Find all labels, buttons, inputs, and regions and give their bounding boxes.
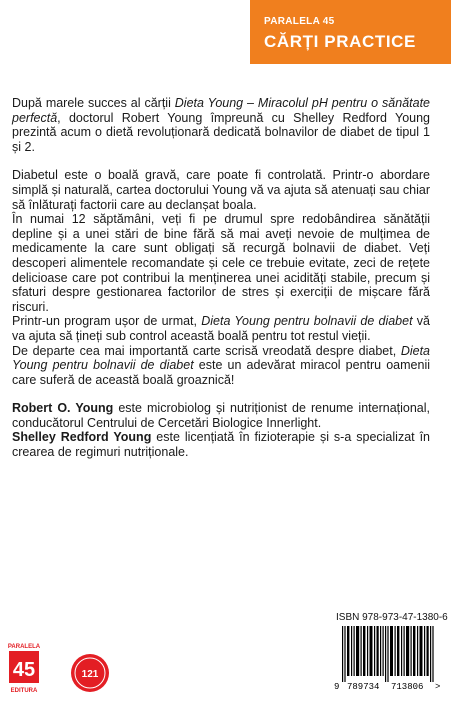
author-name: Robert O. Young	[12, 401, 114, 416]
circle-logo-text: 121	[81, 669, 99, 680]
paragraph-control-end: vă va ajuta să țineți sub control această boală pentru tot restul vieții.	[12, 314, 430, 343]
barcode-icon	[334, 626, 442, 690]
book-title-reference: Dieta Young – Miracolul pH pentru o sănătate perfectă	[12, 96, 431, 125]
isbn-number: ISBN 978-973-47-1380-6	[336, 612, 448, 623]
publisher-logo-bottom-text: EDITURA	[10, 688, 38, 694]
book-title-reference: Dieta Young pentru bolnavii de diabet	[12, 343, 430, 373]
series-name: CĂRȚI PRACTICE	[264, 32, 416, 51]
back-cover-text	[12, 96, 430, 460]
paragraph-control-start: Printr-un program ușor de urmat,	[12, 314, 202, 329]
barcode-digits-addon: >	[435, 682, 441, 690]
author-bio-text: este microbiolog și nutriționist de renume internațional, conducătorul Centrului de Cercetări Biologice Innerlight.	[12, 401, 430, 430]
author-bio-robert	[12, 401, 430, 430]
paragraph-importance-start: De departe cea mai importantă carte scrisă vreodată despre diabet,	[12, 343, 401, 358]
paragraph-control	[12, 314, 430, 343]
series-publisher: PARALELA 45	[264, 16, 335, 27]
paragraph-disease: Diabetul este o boală gravă, care poate fi controlată. Printr-o abordare simplă și naturală, cartea doctorului Young vă va ajuta să atenuați sau chiar să înlăturați factorii care au declanșat boala.	[12, 168, 430, 212]
publisher-logo-top-text: PARALELA	[7, 644, 41, 650]
intro-paragraph	[12, 96, 430, 154]
barcode-digits-right: 713806	[391, 682, 424, 690]
barcode-digit-first: 9	[334, 682, 340, 690]
paragraph-importance-end: este un adevărat miracol pentru oamenii care suferă de această boală groaznică!	[12, 358, 431, 387]
author-bio-text: este licențiată în fizioterapie și s-a specializat în crearea de regimuri nutriționale.	[12, 430, 430, 460]
series-banner	[250, 0, 451, 64]
intro-text-end: , doctorul Robert Young împreună cu Shelley Redford Young prezintă acum o dietă revoluționară dedicată bolnavilor de diabet de tipul 1 și 2.	[12, 110, 430, 154]
publisher-logo	[6, 641, 42, 695]
author-bio-shelley	[12, 430, 430, 459]
book-title-reference: Dieta Young pentru bolnavii de diabet	[201, 314, 413, 329]
intro-text-start: După marele succes al cărții	[12, 96, 175, 110]
author-name: Shelley Redford Young	[12, 430, 152, 445]
paragraph-program: În numai 12 săptămâni, veți fi pe drumul spre redobândirea sănătății depline și a unei stări de bine fără să mai aveți nevoie de mulțimea de medicamente la care sunt obligați să recurgă bolnavii de diabet. Veți descoperi alimentele recomandate și cele ce trebuie evitate, zeci de rețete delicioase care pot contribui la menținerea unei acidități stabile, precum și sfaturi despre gestionarea factorilor de stres și exerciții de mișcare fără riscuri.	[12, 212, 430, 314]
paragraph-importance	[12, 344, 430, 388]
barcode-digits-left: 789734	[347, 682, 380, 690]
circle-121-logo	[70, 653, 110, 693]
publisher-logo-number: 45	[12, 659, 36, 681]
